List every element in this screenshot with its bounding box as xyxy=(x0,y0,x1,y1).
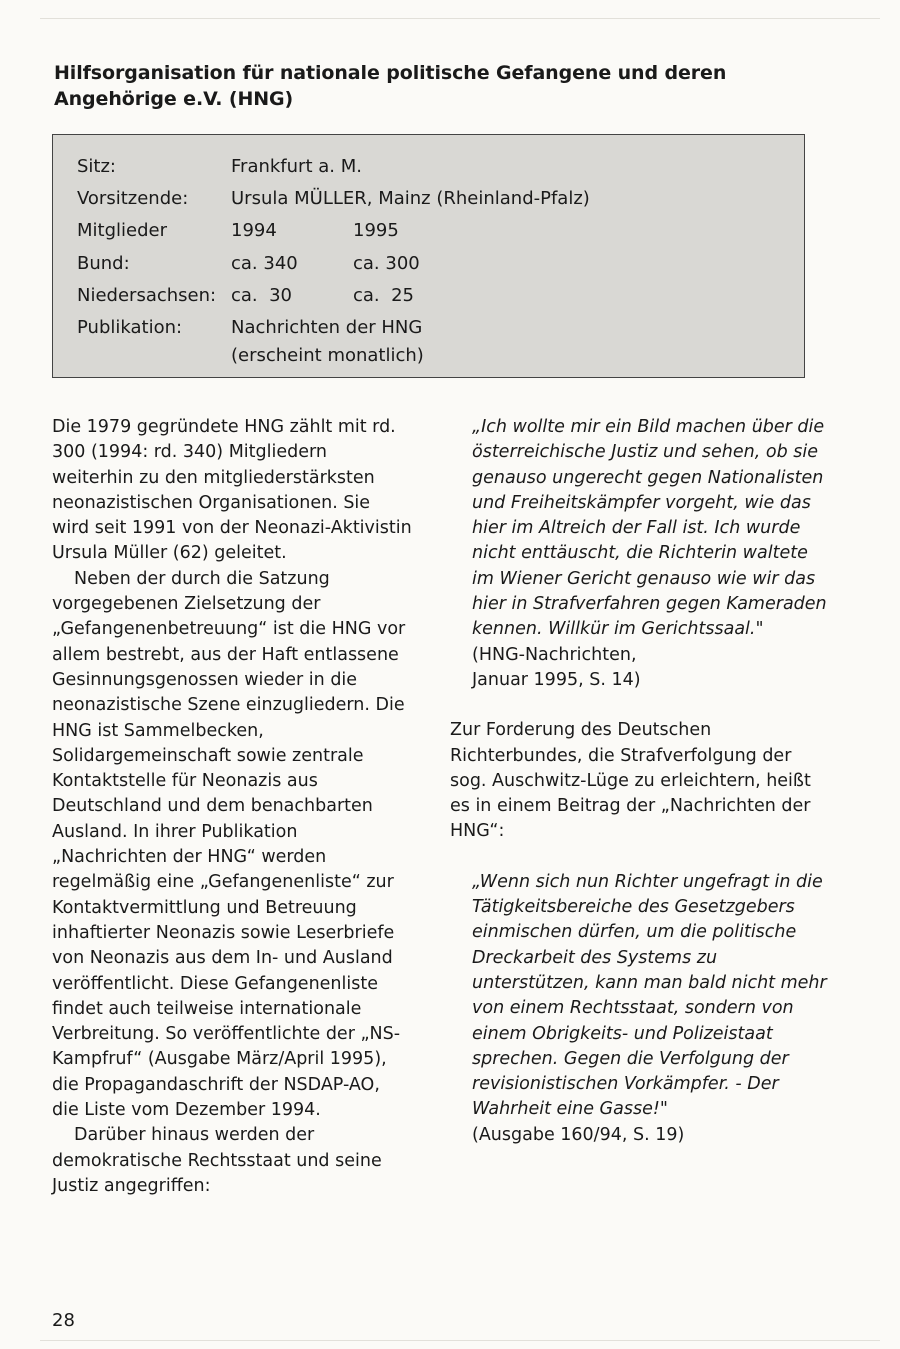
vorsitzende-label: Vorsitzende: xyxy=(77,188,189,209)
paragraph-richterbund: Zur Forderung des Deutschen Richterbundes, die Strafverfolgung der sog. Auschwitz-Lüge zu erleichtern, heißt es in einem Beitrag der „Nachrichten der HNG“: xyxy=(450,720,811,842)
year-1995: 1995 xyxy=(353,220,399,241)
paragraph-founding: Die 1979 gegründete HNG zählt mit rd. 300 (1994: rd. 340) Mitgliedern weiterhin zu den mitgliederstärksten neonazistischen Organisationen. Sie wird seit 1991 von der Neonazi-Aktivistin Ursula Müller (62) geleitet. xyxy=(52,417,412,564)
info-box xyxy=(52,134,805,378)
publikation-label: Publikation: xyxy=(77,317,183,338)
vorsitzende-value: Ursula MÜLLER, Mainz (Rheinland-Pfalz) xyxy=(231,188,590,209)
top-divider xyxy=(40,18,880,19)
spacer xyxy=(450,845,830,870)
publikation-frequency: (erscheint monatlich) xyxy=(231,345,424,366)
quote-source-1-line-2: Januar 1995, S. 14) xyxy=(472,669,641,690)
paragraph-objectives: Neben der durch die Satzung vorgegebenen Zielsetzung der „Gefangenenbetreuung“ ist die HNG vor allem bestrebt, aus der Haft entlassene Gesinnungsgenossen wieder in die neonazistische Szene einzugliedern. Die HNG ist Sammelbecken, Solidargemeinschaft sowie zentrale Kontaktstelle für Neonazis aus Deutschland und dem benachbarten Ausland. In ihrer Publikation „Nachrichten der HNG“ werden regelmäßig eine „Gefangenenliste“ zur Kontaktvermittlung und Betreuung inhaftierter Neonazis sowie Leserbriefe von Neonazis aus dem In- und Ausland veröffentlicht. Diese Gefangenenliste findet auch teilweise internationale Verbreitung. So veröffentlichte der „NS-Kampfruf“ (Ausgabe März/April 1995), die Propagandaschrift der NSDAP-AO, die Liste vom Dezember 1994. xyxy=(52,568,406,1121)
publikation-value: Nachrichten der HNG xyxy=(231,317,423,338)
sitz-value: Frankfurt a. M. xyxy=(231,156,362,177)
quote-rechtsstaat: „Wenn sich nun Richter ungefragt in die Tätigkeitsbereiche des Gesetzgebers einmischen dürfen, um die politische Dreckarbeit des Systems zu unterstützen, kann man bald nicht mehr von einem Rechtsstaat, sondern von einem Obrigkeits- und Polizeistaat sprechen. Gegen die Verfolgung der revisionistischen Vorkämpfer. - Der Wahrheit eine Gasse!" xyxy=(472,871,827,1120)
bund-1994: ca. 340 xyxy=(231,253,298,274)
niedersachsen-1994: ca. 30 xyxy=(231,285,292,306)
page-title: Hilfsorganisation für nationale politische Gefangene und deren Angehörige e.V. (HNG) xyxy=(54,62,727,110)
mitglieder-label: Mitglieder xyxy=(77,220,167,241)
bottom-divider xyxy=(40,1340,880,1341)
page-number: 28 xyxy=(52,1310,75,1331)
year-1994: 1994 xyxy=(231,220,277,241)
niedersachsen-label: Niedersachsen: xyxy=(77,285,217,306)
quote-austrian-justice: „Ich wollte mir ein Bild machen über die österreichische Justiz und sehen, ob sie genauso ungerecht gegen Nationalisten und Freiheitskämpfer vorgeht, wie das hier im Altreich der Fall ist. Ich wurde nicht enttäuscht, die Richterin waltete im Wiener Gericht genauso wie wir das hier in Strafverfahren gegen Kameraden kennen. Willkür im Gerichtssaal." xyxy=(472,417,827,640)
sitz-label: Sitz: xyxy=(77,156,116,177)
niedersachsen-1995: ca. 25 xyxy=(353,285,414,306)
spacer xyxy=(450,693,830,718)
left-column xyxy=(52,415,412,1199)
bund-1995: ca. 300 xyxy=(353,253,420,274)
quote-source-2: (Ausgabe 160/94, S. 19) xyxy=(472,1124,685,1145)
paragraph-justice-attack: Darüber hinaus werden der demokratische Rechtsstaat und seine Justiz angegriffen: xyxy=(52,1125,382,1196)
quote-source-1-line-1: (HNG-Nachrichten, xyxy=(472,644,637,665)
right-column xyxy=(450,415,830,1148)
bund-label: Bund: xyxy=(77,253,130,274)
